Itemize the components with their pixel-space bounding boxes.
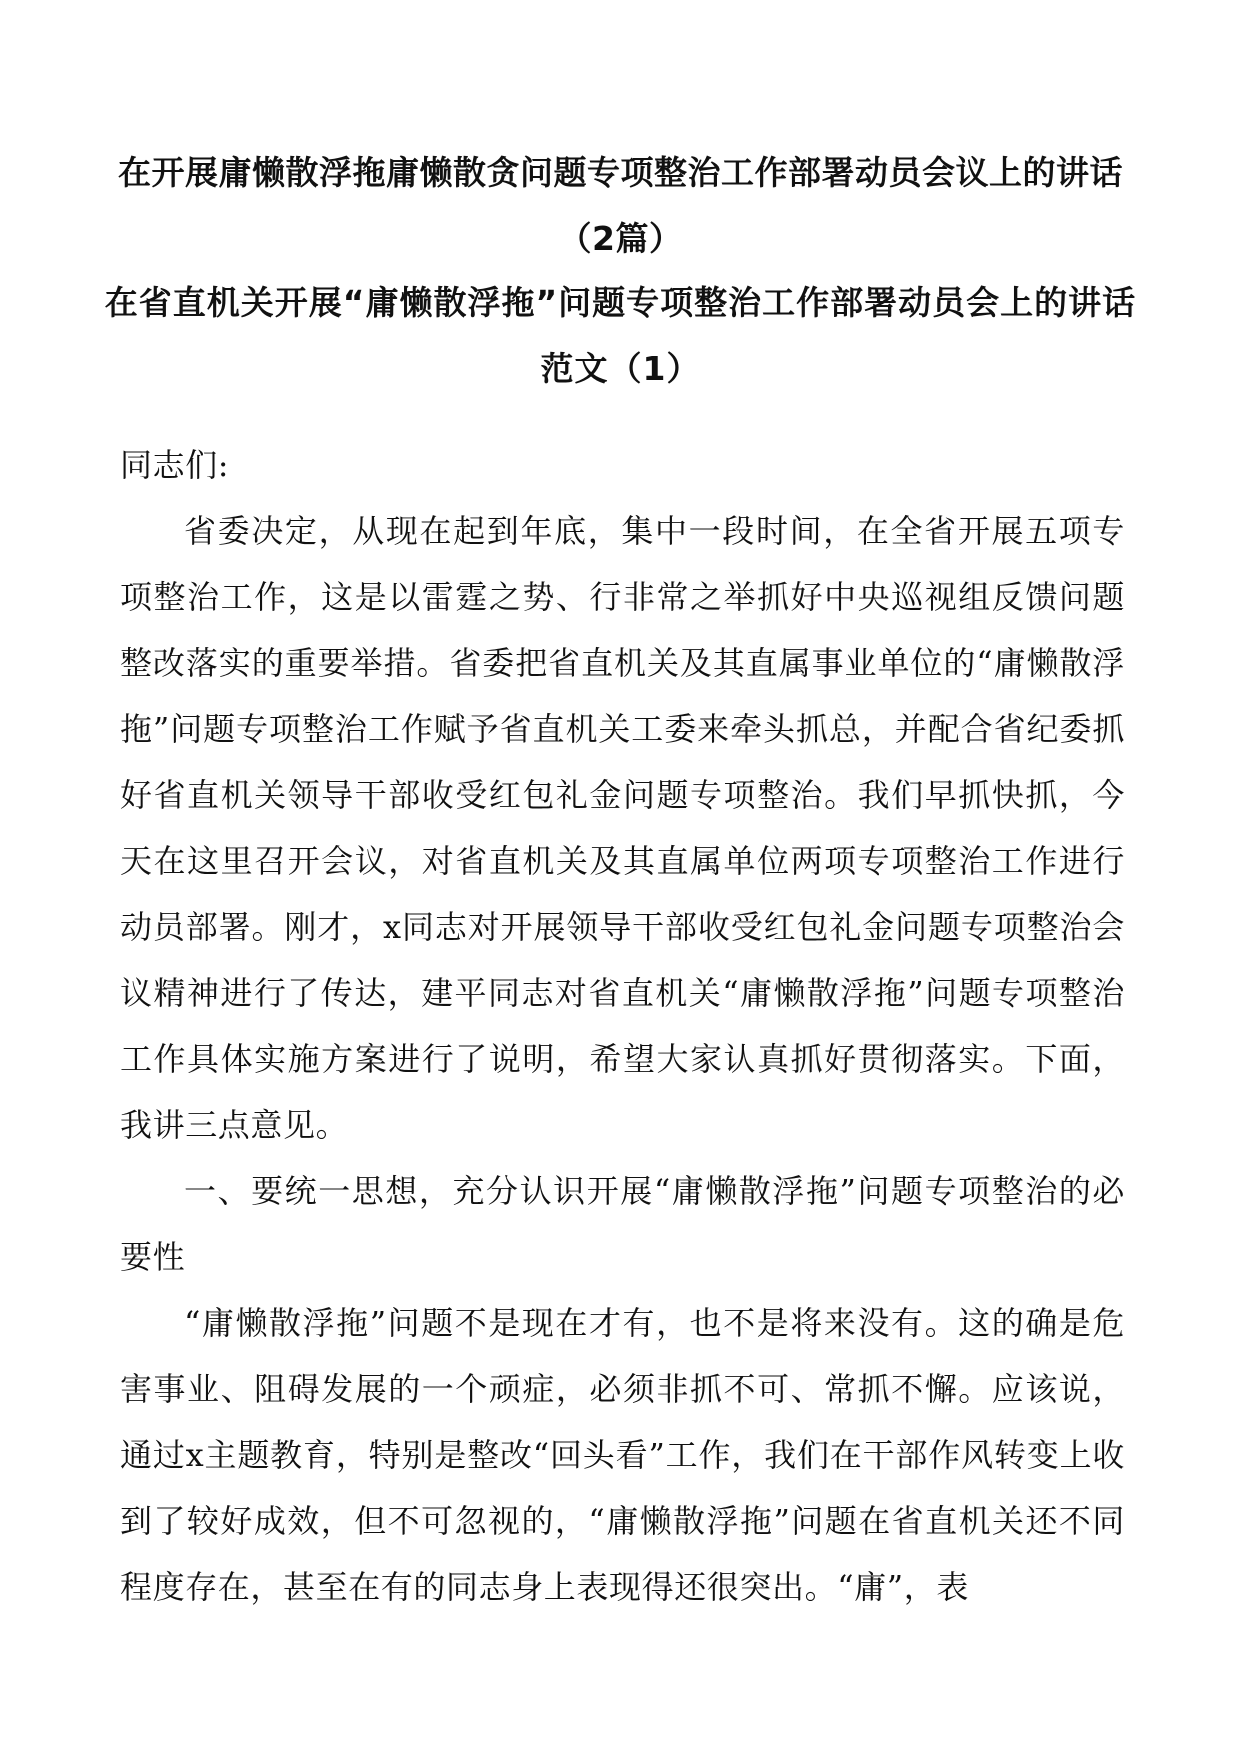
document-subtitle: 在省直机关开展“庸懒散浮拖”问题专项整治工作部署动员会上的讲话范文（1） [104,283,1137,388]
paragraph-1: 省委决定，从现在起到年底，集中一段时间，在全省开展五项专项整治工作，这是以雷霆之势、行非常之举抓好中央巡视组反馈问题整改落实的重要举措。省委把省直机关及其直属事业单位的“庸懒散浮拖”问题专项整治工作赋予省直机关工委来牵头抓总，并配合省纪委抓好省直机关领导干部收受红包礼金问题专项整治。我们早抓快抓，今天在这里召开会议，对省直机关及其直属单位两项专项整治工作进行动员部署。刚才，x同志对开展领导干部收受红包礼金问题专项整治会议精神进行了传达，建平同志对省直机关“庸懒散浮拖”问题专项整治工作具体实施方案进行了说明，希望大家认真抓好贯彻落实。下面，我讲三点意见。 [120,512,1125,1144]
paragraph-2: “庸懒散浮拖”问题不是现在才有，也不是将来没有。这的确是危害事业、阻碍发展的一个顽症，必须非抓不可、常抓不懈。应该说，通过x主题教育，特别是整改“回头看”工作，我们在干部作风转变上收到了较好成效，但不可忽视的，“庸懒散浮拖”问题在省直机关还不同程度存在，甚至在有的同志身上表现得还很突出。“庸”，表 [120,1304,1125,1606]
section-heading-1: 一、要统一思想，充分认识开展“庸懒散浮拖”问题专项整治的必要性 [120,1172,1125,1276]
document-title: 在开展庸懒散浮拖庸懒散贪问题专项整治工作部署动员会议上的讲话（2篇） [118,153,1123,258]
salutation: 同志们: [120,446,230,484]
document-body [120,432,1125,1620]
